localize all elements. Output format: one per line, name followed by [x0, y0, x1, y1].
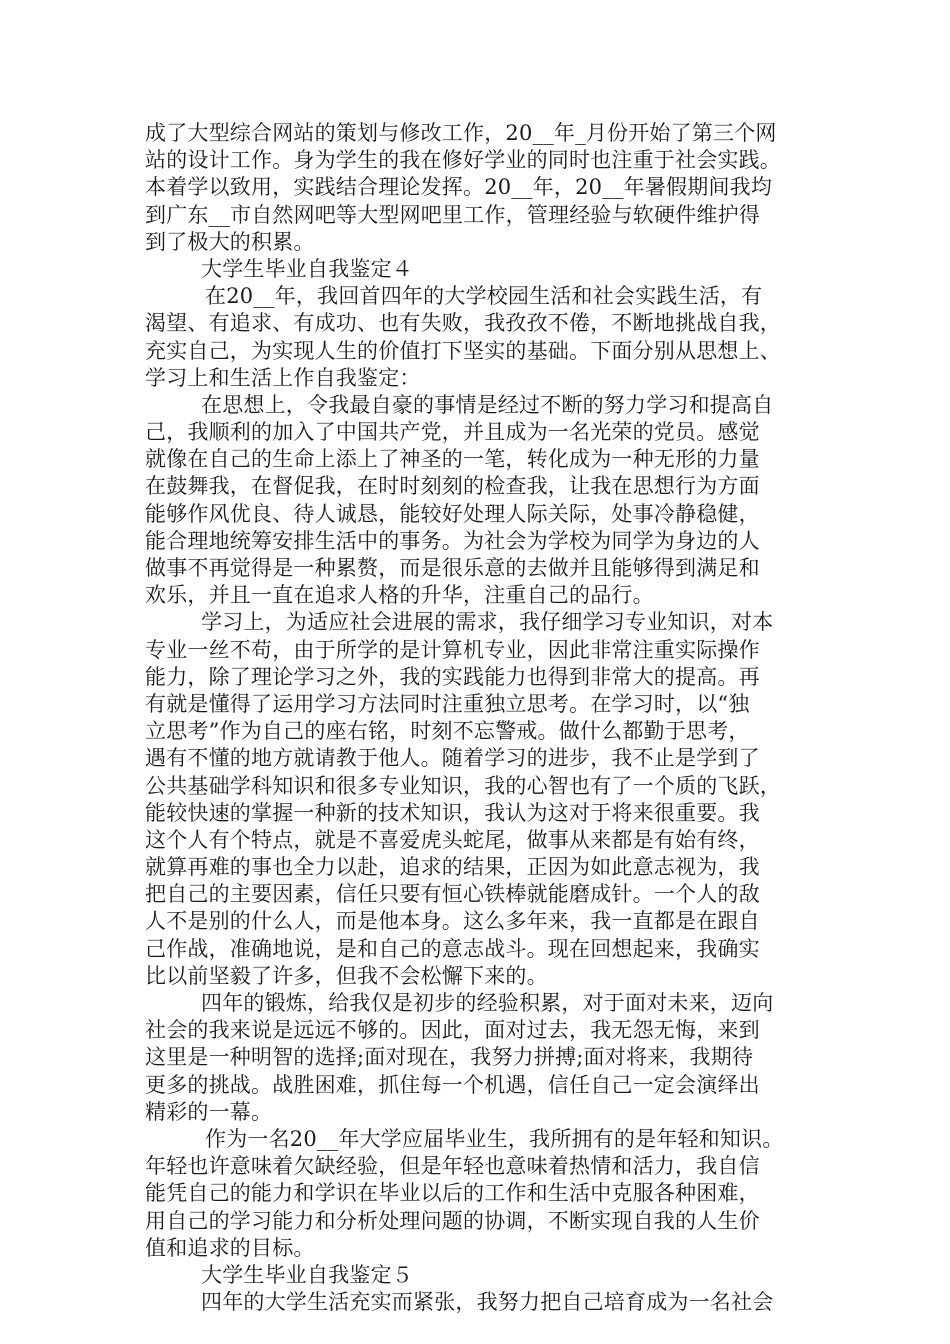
text-line: 值和追求的目标。: [145, 1235, 315, 1260]
text-line: 学习上，为适应社会进展的需求，我仔细学习专业知识，对本: [201, 610, 774, 635]
text-line: 站的设计工作。身为学生的我在修好学业的同时也注重于社会实践。: [145, 148, 781, 173]
text-line: 学习上和生活上作自我鉴定：: [145, 365, 421, 390]
text-line: 在思想上，令我最自豪的事情是经过不断的努力学习和提高自: [201, 392, 774, 417]
text-line: 能力，除了理论学习之外，我的实践能力也得到非常大的提高。再: [145, 664, 760, 689]
text-line: 遇有不懂的地方就请教于他人。随着学习的进步，我不止是学到了: [145, 746, 760, 771]
text-line: 公共基础学科知识和很多专业知识，我的心智也有了一个质的飞跃，: [145, 773, 781, 798]
text-line: 四年的大学生活充实而紧张，我努力把自己培育成为一名社会: [201, 1290, 774, 1315]
text-line: 本着学以致用，实践结合理论发挥。20__年，20__年暑假期间我均: [145, 175, 773, 200]
text-line: 用自己的学习能力和分析处理问题的协调，不断实现自我的人生价: [145, 1208, 760, 1233]
section-heading: 大学生毕业自我鉴定５: [201, 1262, 413, 1287]
text-line: 能够作风优良、待人诚恳，能较好处理人际关际，处事冷静稳健，: [145, 501, 760, 526]
text-line: 作为一名20__年大学应届毕业生，我所拥有的是年轻和知识。: [205, 1126, 784, 1151]
text-line: 这里是一种明智的选择;面对现在，我努力拼搏;面对将来，我期待: [145, 1045, 754, 1070]
text-line: 这个人有个特点，就是不喜爱虎头蛇尾，做事从来都是有始有终，: [145, 827, 760, 852]
text-line: 欢乐，并且一直在追求人格的升华，注重自己的品行。: [145, 583, 654, 608]
text-line: 就算再难的事也全力以赴，追求的结果，正因为如此意志视为，我: [145, 855, 760, 880]
text-line: 到广东__市自然网吧等大型网吧里工作，管理经验与软硬件维护得: [145, 202, 760, 227]
text-line: 比以前坚毅了许多，但我不会松懈下来的。: [145, 963, 548, 988]
text-line: 渴望、有追求、有成功、也有失败，我孜孜不倦，不断地挑战自我，: [145, 311, 781, 336]
text-line: 立思考”作为自己的座右铭，时刻不忘警戒。做什么都勤于思考，: [145, 719, 750, 744]
text-line: 在20__年，我回首四年的大学校园生活和社会实践生活，有: [205, 284, 763, 309]
text-line: 专业一丝不苟，由于所学的是计算机专业，因此非常注重实际操作: [145, 637, 760, 662]
text-line: 到了极大的积累。: [145, 229, 315, 254]
text-line: 充实自己，为实现人生的价值打下坚实的基础。下面分别从思想上、: [145, 338, 781, 363]
text-line: 做事不再觉得是一种累赘，而是很乐意的去做并且能够得到满足和: [145, 556, 760, 580]
text-line: 精彩的一幕。: [145, 1099, 273, 1124]
text-line: 能合理地统筹安排生活中的事务。为社会为学校为同学为身边的人: [145, 528, 760, 553]
text-line: 在鼓舞我，在督促我，在时时刻刻的检查我，让我在思想行为方面: [145, 474, 760, 499]
text-line: 社会的我来说是远远不够的。因此，面对过去，我无怨无悔，来到: [145, 1018, 760, 1043]
text-line: 更多的挑战。战胜困难，抓住每一个机遇，信任自己一定会演绎出: [145, 1072, 760, 1097]
text-line: 能凭自己的能力和学识在毕业以后的工作和生活中克服各种困难，: [145, 1181, 760, 1206]
text-line: 成了大型综合网站的策划与修改工作，20__年_月份开始了第三个网: [145, 121, 777, 145]
text-line: 人不是别的什么人，而是他本身。这么多年来，我一直都是在跟自: [145, 909, 760, 934]
text-line: 就像在自己的生命上添上了神圣的一笔，转化成为一种无形的力量: [145, 447, 760, 472]
text-line: 把自己的主要因素，信任只要有恒心铁棒就能磨成针。一个人的敌: [145, 882, 760, 907]
document-body: [145, 120, 815, 1316]
section-heading: 大学生毕业自我鉴定４: [201, 256, 413, 281]
text-line: 能较快速的掌握一种新的技术知识，我认为这对于将来很重要。我: [145, 800, 760, 825]
text-line: 年轻也许意味着欠缺经验，但是年轻也意味着热情和活力，我自信: [145, 1154, 760, 1179]
text-line: 有就是懂得了运用学习方法同时注重独立思考。在学习时，以“独: [145, 691, 750, 716]
text-line: 己，我顺利的加入了中国共产党，并且成为一名光荣的党员。感觉: [145, 420, 760, 445]
text-line: 四年的锻炼，给我仅是初步的经验积累，对于面对未来，迈向: [201, 991, 774, 1015]
text-line: 己作战，准确地说，是和自己的意志战斗。现在回想起来，我确实: [145, 936, 760, 961]
